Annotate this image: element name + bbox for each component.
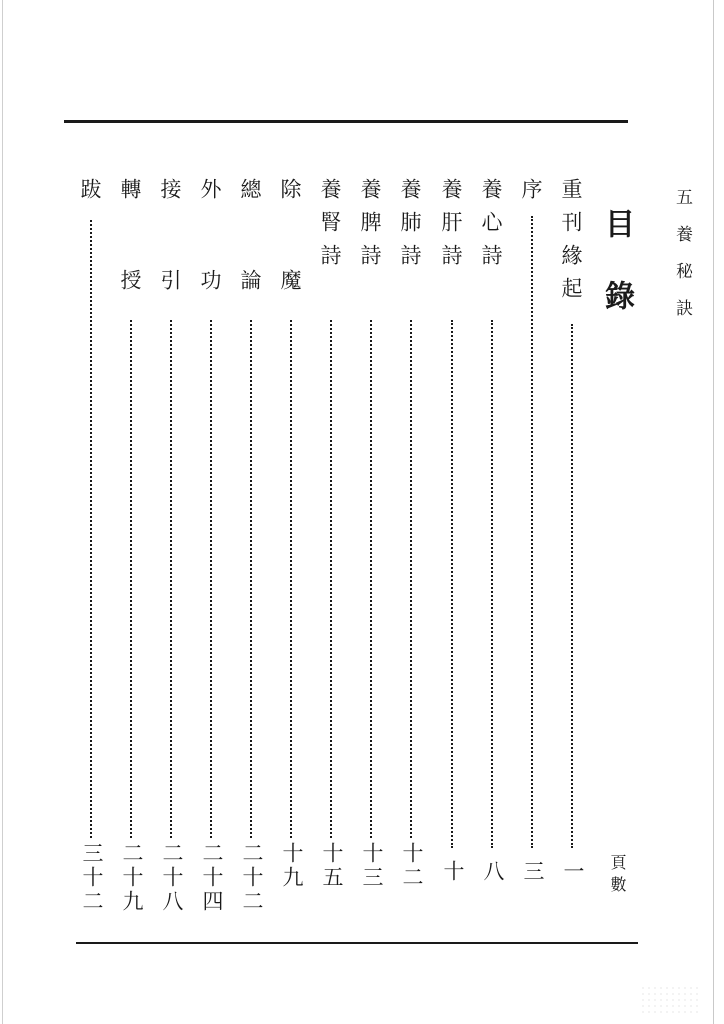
dot-leader (571, 324, 573, 848)
toc-entry-page: 二十八 (160, 842, 184, 914)
toc-entry-title: 除魔 (278, 178, 302, 360)
toc-entry-page: 三十二 (80, 842, 104, 914)
page-number-label: 頁數 (608, 854, 627, 898)
toc-entry-title: 養肺詩 (398, 178, 422, 277)
toc-entry-title: 序 (519, 178, 543, 211)
toc-entry-title: 養心詩 (479, 178, 503, 277)
page-edge-right (713, 0, 714, 1024)
dot-leader (410, 320, 412, 838)
toc-entry-title: 接引 (158, 178, 182, 360)
bottom-rule (76, 942, 638, 944)
toc-heading: 目錄 (599, 208, 634, 352)
dot-leader (250, 320, 252, 838)
toc-entry-page: 十 (441, 860, 465, 884)
dot-leader (330, 320, 332, 838)
toc-entry-page: 三 (521, 860, 545, 884)
top-rule (64, 120, 628, 123)
dot-leader (90, 220, 92, 838)
toc-entry-title: 總論 (238, 178, 262, 360)
toc-entry-page: 十三 (360, 842, 384, 890)
toc-entry-title: 養肝詩 (439, 178, 463, 277)
dot-leader (370, 320, 372, 838)
page-edge-left (2, 0, 3, 1024)
toc-entry-page: 二十二 (240, 842, 264, 914)
toc-entry-page: 八 (481, 860, 505, 884)
toc-entry-title: 轉授 (118, 178, 142, 360)
dot-leader (170, 320, 172, 838)
dot-leader (491, 320, 493, 848)
toc-entry-page: 一 (561, 860, 585, 884)
toc-entry-page: 十九 (280, 842, 304, 890)
toc-entry-title: 跋 (78, 178, 102, 211)
dot-leader (531, 216, 533, 848)
dot-leader (290, 320, 292, 838)
toc-entry-title: 養腎詩 (318, 178, 342, 277)
dot-leader (130, 320, 132, 838)
dot-leader (210, 320, 212, 838)
toc-entry-title: 外功 (198, 178, 222, 360)
book-title: 五養秘訣 (672, 188, 692, 336)
toc-entry-page: 十二 (400, 842, 424, 890)
toc-entry-page: 二十九 (120, 842, 144, 914)
toc-entry-title: 重刊緣起 (559, 178, 583, 310)
scan-noise (640, 985, 700, 1015)
dot-leader (451, 320, 453, 848)
toc-entry-title: 養脾詩 (358, 178, 382, 277)
toc-entry-page: 十五 (320, 842, 344, 890)
toc-entry-page: 二十四 (200, 842, 224, 914)
